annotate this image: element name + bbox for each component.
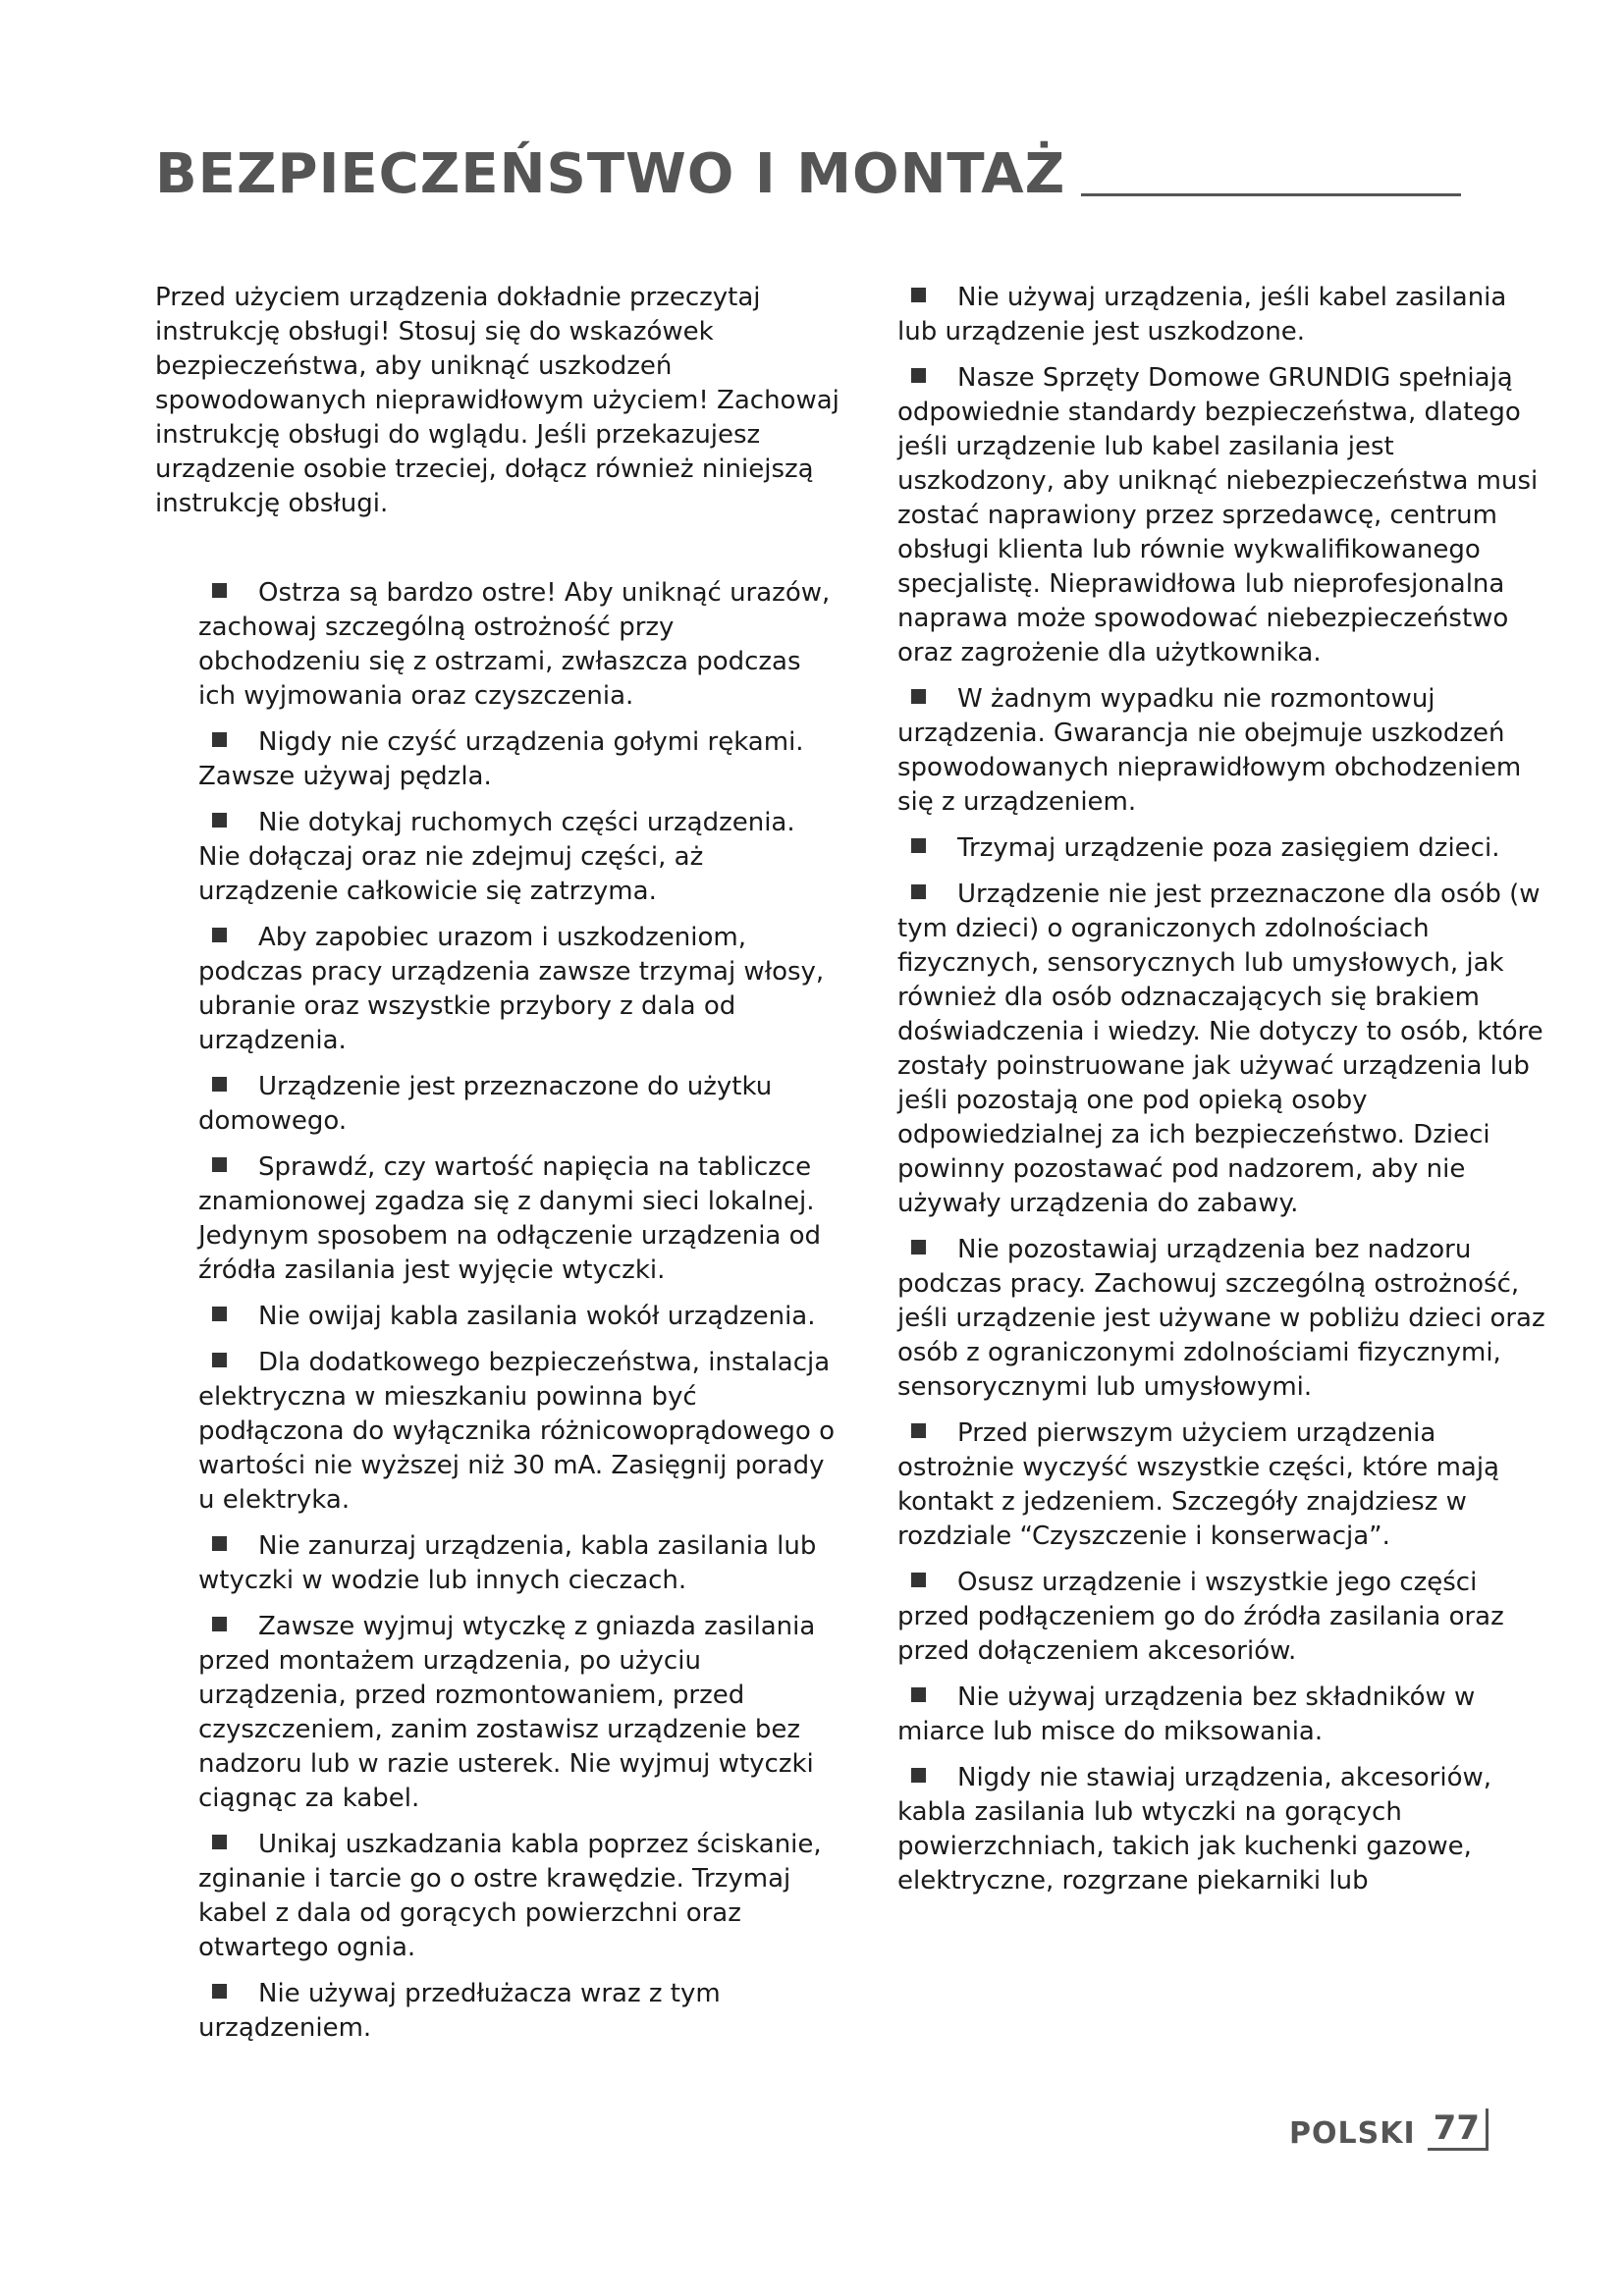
bullet-square-icon: [911, 1687, 926, 1702]
list-item: Trzymaj urządzenie poza zasięgiem dzieci.: [897, 831, 1545, 866]
bullet-square-icon: [911, 368, 926, 383]
title-rule: [1081, 193, 1461, 196]
bullet-square-icon: [212, 1617, 227, 1631]
page-footer: [1289, 2109, 1489, 2151]
footer-language: POLSKI: [1289, 2116, 1416, 2151]
list-item: Nie zanurzaj urządzenia, kabla zasilania lub wtyczki w wodzie lub innych cieczach.: [198, 1531, 817, 1595]
bullet-square-icon: [212, 1536, 227, 1551]
bullet-square-icon: [911, 1768, 926, 1783]
list-item: Ostrza są bardzo ostre! Aby uniknąć urazów, zachowaj szczególną ostrożność przy obchodzeniu się z ostrzami, zwłaszcza podczas ich wyjmowania oraz czyszczenia.: [198, 578, 831, 711]
bullet-square-icon: [911, 288, 926, 302]
bullet-square-icon: [212, 1353, 227, 1367]
page-number: 77: [1428, 2109, 1489, 2151]
list-item: Nie używaj urządzenia, jeśli kabel zasilania lub urządzenie jest uszkodzone.: [897, 283, 1507, 347]
list-item: Urządzenie jest przeznaczone do użytku domowego.: [198, 1072, 773, 1136]
list-item: Przed pierwszym użyciem urządzenia ostrożnie wyczyść wszystkie części, które mają kontakt z jedzeniem. Szczegóły znajdziesz w rozdziale “Czyszczenie i konserwacja”.: [897, 1418, 1499, 1551]
list-item: Nie pozostawiaj urządzenia bez nadzoru podczas pracy. Zachowuj szczególną ostrożność, jeśli urządzenie jest używane w pobliżu dzieci oraz osób z ograniczonymi zdolnościami fizycznymi, sensorycznymi lub umysłowymi.: [897, 1235, 1545, 1402]
list-item: Aby zapobiec urazom i uszkodzeniom, podczas pracy urządzenia zawsze trzymaj włosy, ubranie oraz wszystkie przybory z dala od urządzenia.: [198, 923, 825, 1055]
list-item: Nasze Sprzęty Domowe GRUNDIG spełniają odpowiednie standardy bezpieczeństwa, dlatego jeśli urządzenie lub kabel zasilania jest uszkodzony, aby uniknąć niebezpieczeństwa musi zostać naprawiony przez sprzedawcę, centrum obsługi klienta lub równie wykwalifikowanego specjalistę. Nieprawidłowa lub nieprofesjonalna naprawa może spowodować niebezpieczeństwo oraz zagrożenie dla użytkownika.: [897, 363, 1539, 667]
list-item: Dla dodatkowego bezpieczeństwa, instalacja elektryczna w mieszkaniu powinna być podłączona do wyłącznika różnicowoprądowego o wartości nie wyższej niż 30 mA. Zasięgnij porady u elektryka.: [198, 1348, 835, 1515]
bullet-square-icon: [911, 689, 926, 704]
bullet-square-icon: [212, 1307, 227, 1321]
left-column: [155, 281, 842, 2057]
list-item: Nigdy nie stawiaj urządzenia, akcesoriów, kabla zasilania lub wtyczki na gorących powierzchniach, takich jak kuchenki gazowe, elektryczne, rozgrzane piekarniki lub: [897, 1763, 1492, 1896]
right-column: [897, 281, 1545, 1910]
list-item: Urządzenie nie jest przeznaczone dla osób (w tym dzieci) o ograniczonych zdolnościach fizycznych, sensorycznych lub umysłowych, jak również dla osób odznaczających się brakiem doświadczenia i wiedzy. Nie dotyczy to osób, które zostały poinstruowane jak używać urządzenia lub jeśli pozostają one pod opieką osoby odpowiedzialnej za ich bezpieczeństwo. Dzieci powinny pozostawać pod nadzorem, aby nie używały urządzenia do zabawy.: [897, 880, 1543, 1218]
bullet-square-icon: [911, 1240, 926, 1255]
list-item: Sprawdź, czy wartość napięcia na tabliczce znamionowej zgadza się z danymi sieci lokalnej. Jedynym sposobem na odłączenie urządzenia od źródła zasilania jest wyjęcie wtyczki.: [198, 1152, 822, 1285]
page-title: BEZPIECZEŃSTWO I MONTAŻ: [155, 142, 1066, 206]
bullet-square-icon: [911, 1423, 926, 1438]
list-item: Nie używaj przedłużacza wraz z tym urządzeniem.: [198, 1979, 721, 2043]
bullet-square-icon: [212, 928, 227, 942]
list-item: Nie używaj urządzenia bez składników w miarce lub misce do miksowania.: [897, 1682, 1476, 1746]
list-item: Nie dotykaj ruchomych części urządzenia. Nie dołączaj oraz nie zdejmuj części, aż urządzenie całkowicie się zatrzyma.: [198, 808, 795, 906]
bullet-square-icon: [212, 1835, 227, 1849]
intro-paragraph: Przed użyciem urządzenia dokładnie przeczytaj instrukcję obsługi! Stosuj się do wskazówek bezpieczeństwa, aby uniknąć uszkodzeń spowodowanych nieprawidłowym użyciem! Zachowaj instrukcję obsługi do wglądu. Jeśli przekazujesz urządzenie osobie trzeciej, dołącz również niniejszą instrukcję obsługi.: [155, 283, 839, 518]
list-item: Osusz urządzenie i wszystkie jego części przed podłączeniem go do źródła zasilania oraz przed dołączeniem akcesoriów.: [897, 1568, 1504, 1666]
bullet-square-icon: [911, 838, 926, 853]
list-item: Zawsze wyjmuj wtyczkę z gniazda zasilania przed montażem urządzenia, po użyciu urządzenia, przed rozmontowaniem, przed czyszczeniem, zanim zostawisz urządzenie bez nadzoru lub w razie usterek. Nie wyjmuj wtyczki ciągnąc za kabel.: [198, 1612, 816, 1813]
bullet-square-icon: [212, 1077, 227, 1092]
list-item: Nigdy nie czyść urządzenia gołymi rękami. Zawsze używaj pędzla.: [198, 727, 804, 791]
page-header: [155, 142, 1461, 206]
list-item: Unikaj uszkadzania kabla poprzez ściskanie, zginanie i tarcie go o ostre krawędzie. Trzymaj kabel z dala od gorących powierzchni oraz otwartego ognia.: [198, 1830, 822, 1962]
list-item: Nie owijaj kabla zasilania wokół urządzenia.: [198, 1300, 842, 1334]
bullet-square-icon: [212, 1157, 227, 1172]
bullet-square-icon: [212, 813, 227, 828]
bullet-square-icon: [212, 732, 227, 747]
bullet-square-icon: [911, 884, 926, 899]
bullet-square-icon: [212, 1984, 227, 1999]
list-item: W żadnym wypadku nie rozmontowuj urządzenia. Gwarancja nie obejmuje uszkodzeń spowodowanych nieprawidłowym obchodzeniem się z urządzeniem.: [897, 684, 1522, 817]
bullet-square-icon: [911, 1573, 926, 1587]
bullet-square-icon: [212, 583, 227, 598]
